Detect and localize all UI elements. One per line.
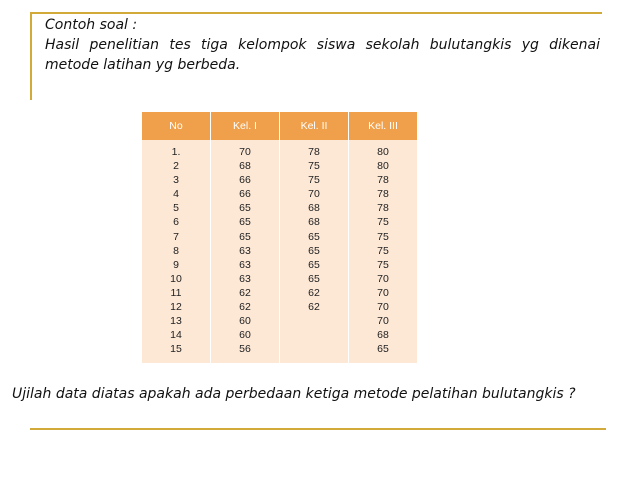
left-rule (30, 12, 32, 100)
table-cell: 63 (239, 244, 251, 257)
table-cell: 66 (239, 188, 251, 201)
top-rule (30, 12, 602, 14)
table-cell: 80 (377, 160, 389, 173)
column-kel-1 (211, 140, 280, 363)
question-text: Ujilah data diatas apakah ada perbedaan ketiga metode pelatihan bulutangkis ? (12, 386, 576, 402)
table-cell: 63 (239, 272, 251, 285)
column-kel-2 (280, 140, 349, 363)
table-cell: 4 (173, 188, 179, 201)
header-no: No (142, 112, 211, 140)
table-cell: 70 (239, 146, 251, 158)
table-cell: 7 (173, 230, 179, 243)
table-cell: 6 (173, 216, 179, 229)
table-cell: 78 (377, 174, 389, 187)
table-cell: 70 (377, 286, 389, 299)
table-cell: 62 (308, 286, 320, 299)
table-cell: 68 (308, 216, 320, 229)
table-cell: 62 (308, 301, 320, 314)
table-cell: 70 (308, 188, 320, 201)
table-cell: 70 (377, 315, 389, 328)
table-cell: 75 (377, 244, 389, 257)
table-cell: 75 (308, 174, 320, 187)
table-header-row (142, 112, 417, 140)
table-cell: 75 (377, 216, 389, 229)
column-no (142, 140, 211, 363)
intro-line-2: Hasil penelitian tes tiga kelompok siswa sekolah bulutangkis yg dikenai (45, 37, 600, 53)
table-cell: 68 (377, 329, 389, 342)
table-cell: 56 (239, 343, 251, 356)
intro-line-3: metode latihan yg berbeda. (45, 57, 241, 73)
table-cell: 75 (308, 160, 320, 173)
table-row (142, 140, 417, 363)
table-cell: 80 (377, 146, 389, 158)
intro-text (45, 15, 600, 75)
table-cell: 12 (170, 301, 182, 314)
table-cell: 70 (377, 272, 389, 285)
table-cell: 65 (308, 230, 320, 243)
table-cell: 11 (170, 286, 182, 299)
table-cell: 66 (239, 174, 251, 187)
table-cell: 60 (239, 315, 251, 328)
table-cell: 5 (173, 202, 179, 215)
table-cell: 63 (239, 258, 251, 271)
table-cell: 78 (308, 146, 320, 158)
column-kel-3 (349, 140, 418, 363)
intro-line-1: Contoh soal : (45, 17, 138, 33)
table-cell: 60 (239, 329, 251, 342)
table-cell: 68 (308, 202, 320, 215)
table-cell: 65 (308, 272, 320, 285)
table-cell: 78 (377, 202, 389, 215)
table-cell: 65 (308, 244, 320, 257)
table-cell: 1. (171, 146, 181, 158)
table-cell: 78 (377, 188, 389, 201)
table-cell: 65 (308, 258, 320, 271)
table-cell: 13 (170, 315, 182, 328)
table-cell: 70 (377, 301, 389, 314)
data-table (142, 112, 417, 363)
table-cell: 68 (239, 160, 251, 173)
table-cell: 8 (173, 244, 179, 257)
table-cell: 75 (377, 258, 389, 271)
header-kel-2: Kel. II (280, 112, 349, 140)
table-cell: 65 (377, 343, 389, 356)
table-cell: 75 (377, 230, 389, 243)
table-cell: 10 (170, 272, 182, 285)
table-cell: 62 (239, 301, 251, 314)
table-cell: 3 (173, 174, 179, 187)
header-kel-1: Kel. I (211, 112, 280, 140)
table-cell: 62 (239, 286, 251, 299)
table-cell: 15 (170, 343, 182, 356)
table-cell: 65 (239, 216, 251, 229)
table-cell: 65 (239, 230, 251, 243)
table-cell: 2 (173, 160, 179, 173)
table-cell: 65 (239, 202, 251, 215)
bottom-rule (30, 428, 606, 430)
table-cell: 9 (173, 258, 179, 271)
header-kel-3: Kel. III (349, 112, 418, 140)
table-cell: 14 (170, 329, 182, 342)
